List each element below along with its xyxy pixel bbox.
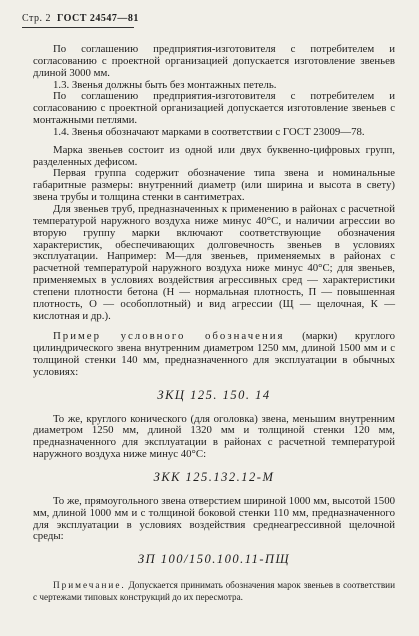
example-heading: Пример условного обозначения	[53, 330, 285, 343]
page-number: Стр. 2	[22, 13, 52, 24]
paragraph: 1.4. Звенья обозначают марками в соответствии с ГОСТ 23009—78.	[53, 125, 365, 138]
paragraph: По соглашению предприятия-изготовителя с потребителем и согласованию с проектной организацией допускается изготовление звеньев длиной 3000 мм.	[33, 43, 395, 79]
note	[33, 580, 395, 603]
paragraph: Марка звеньев состоит из одной или двух буквенно-цифровых групп, разделенных дефисом.	[33, 143, 395, 168]
paragraph: Первая группа содержит обозначение типа звена и номинальные габаритные размеры: внутренний диаметр (или ширина и высота в свету) звена трубы и толщина стенки в сантиметрах.	[33, 167, 395, 204]
paragraph: Для звеньев труб, предназначенных к применению в районах с расчетной температурой наружного воздуха ниже минус 40°С, и наличии агрессии во вторую группу марки включают соответствующие обозначения характеристик, обеспечивающих долговечность звеньев в условиях эксплуатации. Например: М—для звеньев, применяемых в районах с расчетной температурой наружного воздуха ниже минус 40°С; для звеньев, применяемых в условиях воздействия агрессивных сред — характеристики степени плотности бетона (Н — нормальная плотность, П — повышенная плотность, О — особоплотный) и вид агрессии (Щ — щелочная, К — кислотная и др.).	[33, 202, 395, 322]
standard-title: ГОСТ 24547—81	[57, 13, 139, 24]
paragraph	[33, 331, 395, 378]
example-text: (марки) круглого цилиндрического звена внутренним диаметром 1250 мм, длиной 1500 мм и с толщиной стенки 140 мм, предназначенного для эксплуатации в обычных условиях:	[33, 330, 395, 378]
paragraph: По соглашению предприятия-изготовителя с потребителем и согласованию с проектной организацией допускается изготовление звеньев с монтажными петлями.	[33, 90, 395, 127]
note-text: Допускается принимать обозначения марок звеньев в соответствии с чертежами типовых конструкций до их пересмотра.	[33, 580, 395, 602]
header-rule	[22, 27, 134, 28]
formula-mark: ЗП 100/150.100.11-ПЩ	[137, 552, 291, 567]
formula-mark: ЗКЦ 125. 150. 14	[157, 387, 271, 402]
note-label: Примечание.	[53, 580, 126, 591]
page-header	[22, 13, 139, 24]
body-text	[33, 44, 395, 603]
paragraph: То же, круглого конического (для оголовка) звена, меньшим внутренним диаметром 1250 мм, длиной 1320 мм и толщиной стенки 120 мм, предназначенного для эксплуатации в районах с расчетной температурой наружного воздуха ниже минус 40°С:	[33, 412, 395, 461]
formula-mark: ЗКК 125.132.12-М	[153, 470, 275, 484]
paragraph: 1.3. Звенья должны быть без монтажных петель.	[53, 78, 277, 91]
paragraph: То же, прямоугольного звена отверстием шириной 1000 мм, высотой 1500 мм, длиной 1000 мм и с толщиной боковой стенки 110 мм, предназначенного для эксплуатации в условиях воздействия среднеагрессивной щелочной среды:	[33, 494, 395, 543]
